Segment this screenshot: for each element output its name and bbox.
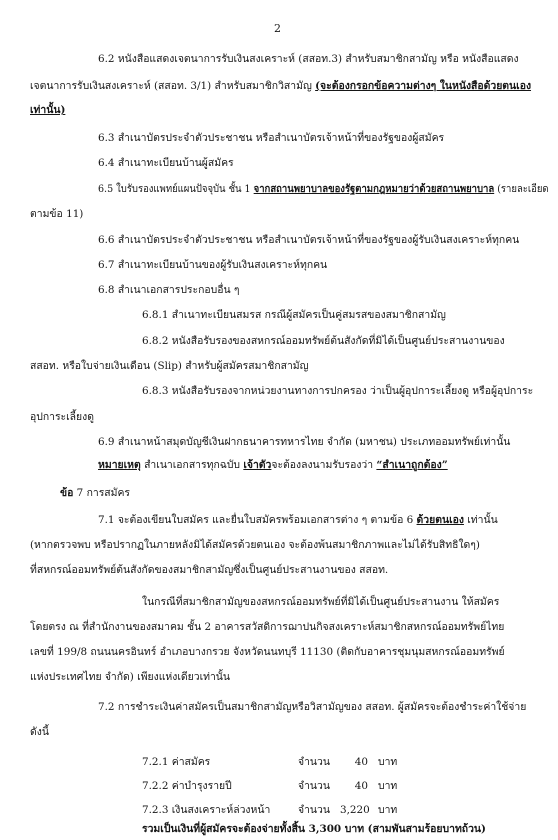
fee-label: 7.2.1 ค่าสมัคร <box>142 756 211 768</box>
fee-amount: 40 <box>354 756 368 768</box>
note-text-1: สำเนาเอกสารทุกฉบับ <box>144 459 241 471</box>
item-6-2-handwrite-note: (จะต้องกรอกข้อความต่างๆ ในหนังสือด้วยตนเอง <box>315 80 532 92</box>
item-7-1-line-2: (หากตรวจพบ หรือปรากฏในภายหลังมิได้สมัครด้วยตนเอง จะต้องพ้นสมาชิกภาพและไม่ได้รับสิทธิใดๆ) <box>30 539 480 551</box>
item-7-1-line-1 <box>98 513 498 527</box>
item-7-2-line-2: ดังนี้ <box>30 726 49 738</box>
item-6-9-line-1: 6.9 สำเนาหน้าสมุดบัญชีเงินฝากธนาคารทหารไทย จำกัด (มหาชน) ประเภทออมทรัพย์เท่านั้น <box>98 436 511 448</box>
item-6-5-line-2: ตามข้อ 11) <box>30 208 84 220</box>
item-6-3: 6.3 สำเนาบัตรประจำตัวประชาชน หรือสำเนาบัตรเจ้าหน้าที่ของรัฐของผู้สมัคร <box>98 132 445 144</box>
note-label: หมายเหตุ <box>98 459 141 471</box>
fee-total: รวมเป็นเงินที่ผู้สมัครจะต้องจ่ายทั้งสิ้น 3,300 บาท (สามพันสามร้อยบาทถ้วน) <box>142 823 486 835</box>
item-7-1-case-line-4: แห่งประเทศไทย จำกัด) เพียงแห่งเดียวเท่านั้น <box>30 671 231 683</box>
section-7-title: 7 การสมัคร <box>76 487 130 499</box>
item-6-7: 6.7 สำเนาทะเบียนบ้านของผู้รับเงินสงเคราะห์ทุกคน <box>98 259 328 271</box>
item-7-1-only: เท่านั้น <box>467 514 498 526</box>
item-6-2-line-1: 6.2 หนังสือแสดงเจตนาการรับเงินสงเคราะห์ (สสอท.3) สำหรับสมาชิกสามัญ หรือ หนังสือแสดง <box>98 53 519 65</box>
item-6-9-note <box>98 458 448 472</box>
item-6-8-2-line-1: 6.8.2 หนังสือรับรองของสหกรณ์ออมทรัพย์ต้นสังกัดที่มิได้เป็นศูนย์ประสานงานของ <box>142 335 505 347</box>
item-6-5-line-1 <box>98 182 549 196</box>
fee-amount: 40 <box>354 780 368 792</box>
note-certified-copy: “สำเนาถูกต้อง” <box>376 459 448 471</box>
item-6-6: 6.6 สำเนาบัตรประจำตัวประชาชน หรือสำเนาบัตรเจ้าหน้าที่ของรัฐของผู้รับเงินสงเคราะห์ทุกคน <box>98 234 520 246</box>
fee-amount: 3,220 <box>340 804 370 816</box>
fee-unit: บาท <box>378 756 398 768</box>
note-self: เจ้าตัว <box>243 459 272 471</box>
fee-word: จำนวน <box>298 780 330 792</box>
item-7-2-line-1: 7.2 การชำระเงินค่าสมัครเป็นสมาชิกสามัญหรือวิสามัญของ สสอท. ผู้สมัครจะต้องชำระค่าใช้จ่าย <box>98 701 527 713</box>
item-6-8-1: 6.8.1 สำเนาทะเบียนสมรส กรณีผู้สมัครเป็นคู่สมรสของสมาชิกสามัญ <box>142 309 446 321</box>
item-6-2-line-2 <box>30 79 531 93</box>
item-6-8-2-line-2: สสอท. หรือใบจ่ายเงินเดือน (Slip) สำหรับผู้สมัครสมาชิกสามัญ <box>30 360 309 372</box>
item-6-2-line-3: เท่านั้น) <box>30 104 66 116</box>
fee-label: 7.2.2 ค่าบำรุงรายปี <box>142 780 232 792</box>
item-7-1-line-3: ที่สหกรณ์ออมทรัพย์ต้นสังกัดของสมาชิกสามัญซึ่งเป็นศูนย์ประสานงานของ สสอท. <box>30 564 389 576</box>
item-6-5-detail: (รายละเอียด <box>497 183 549 195</box>
item-6-8-3-line-2: อุปการะเลี้ยงดู <box>30 411 94 423</box>
fee-word: จำนวน <box>298 804 330 816</box>
fee-unit: บาท <box>378 780 398 792</box>
item-7-1-case-line-2: โดยตรง ณ ที่สำนักงานของสมาคม ชั้น 2 อาคารสวัสดิการฌาปนกิจสงเคราะห์สมาชิกสหกรณ์ออมทรัพย์ไทย <box>30 621 505 633</box>
fee-word: จำนวน <box>298 756 330 768</box>
item-6-5-text: 6.5 ใบรับรองแพทย์แผนปัจจุบัน ชั้น 1 <box>98 183 251 195</box>
item-7-1-in-person: ด้วยตนเอง <box>416 514 464 526</box>
item-6-2-text: เจตนาการรับเงินสงเคราะห์ (สสอท. 3/1) สำหรับสมาชิกวิสามัญ <box>30 80 312 92</box>
item-6-8-3-line-1: 6.8.3 หนังสือรับรองจากหน่วยงานทางการปกครอง ว่าเป็นผู้อุปการะเลี้ยงดู หรือผู้อุปการะ <box>142 385 534 397</box>
section-7-word: ข้อ <box>60 487 74 499</box>
item-6-4: 6.4 สำเนาทะเบียนบ้านผู้สมัคร <box>98 157 234 169</box>
item-7-1-case-line-1: ในกรณีที่สมาชิกสามัญของสหกรณ์ออมทรัพย์ที่มิได้เป็นศูนย์ประสานงาน ให้สมัคร <box>142 596 500 608</box>
item-6-5-hospital-note: จากสถานพยาบาลของรัฐตามกฎหมายว่าด้วยสถานพยาบาล <box>253 183 495 195</box>
item-7-1-case-line-3: เลขที่ 199/8 ถนนนครอินทร์ อำเภอบางกรวย จังหวัดนนทบุรี 11130 (ติดกับอาคารชุมนุมสหกรณ์ออมทรัพย์ <box>30 646 505 658</box>
section-7-heading <box>60 486 130 500</box>
item-7-1-text: 7.1 จะต้องเขียนใบสมัคร และยื่นใบสมัครพร้อมเอกสารต่าง ๆ ตามข้อ 6 <box>98 514 414 526</box>
fee-unit: บาท <box>378 804 398 816</box>
page-number: 2 <box>274 22 281 35</box>
fee-label: 7.2.3 เงินสงเคราะห์ล่วงหน้า <box>142 804 271 816</box>
item-6-8: 6.8 สำเนาเอกสารประกอบอื่น ๆ <box>98 284 240 296</box>
note-text-2: จะต้องลงนามรับรองว่า <box>271 459 374 471</box>
